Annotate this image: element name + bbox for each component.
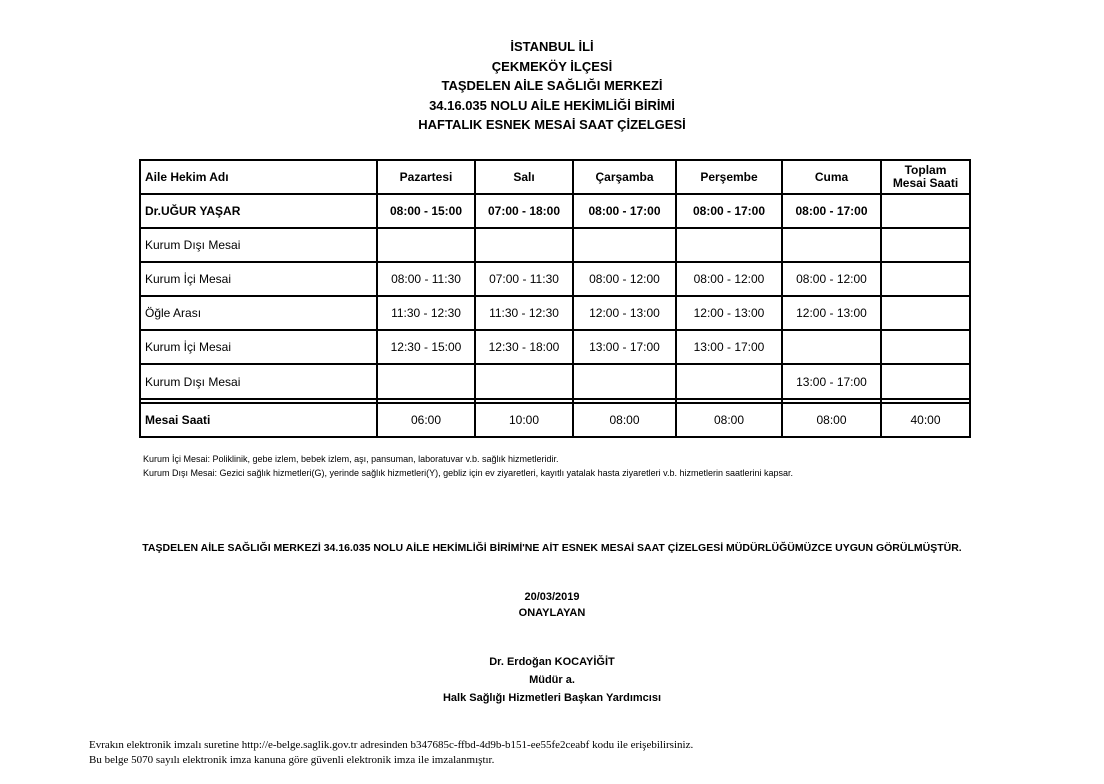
- table-cell: 13:00 - 17:00: [782, 364, 881, 398]
- table-cell: 07:00 - 11:30: [475, 262, 573, 296]
- table-cell: 12:00 - 13:00: [573, 296, 676, 330]
- table-row: [140, 364, 970, 398]
- summary-cell: 10:00: [475, 403, 573, 437]
- header-day: Salı: [475, 160, 573, 194]
- header-total-hours: Toplam Mesai Saati: [881, 160, 970, 194]
- header-day: Cuma: [782, 160, 881, 194]
- table-cell: 07:00 - 18:00: [475, 194, 573, 228]
- table-cell: 12:00 - 13:00: [676, 296, 782, 330]
- table-row: [140, 296, 970, 330]
- table-cell: 13:00 - 17:00: [676, 330, 782, 364]
- table-cell: 08:00 - 17:00: [676, 194, 782, 228]
- table-cell: [881, 262, 970, 296]
- document-header: [0, 37, 1104, 135]
- row-label: Kurum Dışı Mesai: [140, 364, 377, 398]
- approval-date: 20/03/2019: [524, 591, 580, 603]
- table-cell: [573, 228, 676, 262]
- row-label: Dr.UĞUR YAŞAR: [140, 194, 377, 228]
- header-doctor-name: Aile Hekim Adı: [140, 160, 377, 194]
- row-label: Kurum Dışı Mesai: [140, 228, 377, 262]
- summary-cell: 06:00: [377, 403, 475, 437]
- table-cell: [881, 330, 970, 364]
- row-label: Kurum İçi Mesai: [140, 330, 377, 364]
- table-cell: 08:00 - 15:00: [377, 194, 475, 228]
- table-row: [140, 194, 970, 228]
- table-cell: 12:30 - 18:00: [475, 330, 573, 364]
- summary-label: Mesai Saati: [140, 403, 377, 437]
- table-cell: [475, 228, 573, 262]
- header-day: Pazartesi: [377, 160, 475, 194]
- summary-cell: 08:00: [782, 403, 881, 437]
- row-label: Öğle Arası: [140, 296, 377, 330]
- table-cell: 11:30 - 12:30: [377, 296, 475, 330]
- row-label: Kurum İçi Mesai: [140, 262, 377, 296]
- approval-date-block: [0, 589, 1104, 621]
- table-row: [140, 330, 970, 364]
- summary-cell: 08:00: [573, 403, 676, 437]
- signatory-block: [0, 653, 1104, 707]
- table-cell: [573, 364, 676, 398]
- header-unit: 34.16.035 NOLU AİLE HEKİMLİĞİ BİRİMİ: [429, 97, 675, 113]
- table-header-row: [140, 160, 970, 194]
- table-cell: [881, 296, 970, 330]
- header-province: İSTANBUL İLİ: [510, 39, 594, 54]
- table-cell: 08:00 - 11:30: [377, 262, 475, 296]
- table-cell: [881, 194, 970, 228]
- table-cell: 08:00 - 12:00: [782, 262, 881, 296]
- footer-verification-text: Evrakın elektronik imzalı suretine http://e-belge.saglik.gov.tr adresinden b347685c-ffbd-4d9b-b151-ee55fe2ceabf kodu ile erişebilirsiniz.: [89, 739, 694, 751]
- summary-row: [140, 403, 970, 437]
- table-cell: [475, 364, 573, 398]
- header-district: ÇEKMEKÖY İLÇESİ: [491, 58, 613, 74]
- schedule-table: [139, 159, 971, 438]
- table-cell: [676, 364, 782, 398]
- table-cell: 12:30 - 15:00: [377, 330, 475, 364]
- table-cell: 13:00 - 17:00: [573, 330, 676, 364]
- footer-signature-law-text: Bu belge 5070 sayılı elektronik imza kanuna göre güvenli elektronik imza ile imzalanmıştır.: [89, 754, 495, 766]
- note-internal-hours: Kurum İçi Mesai: Poliklinik, gebe izlem, bebek izlem, aşı, pansuman, laboratuvar v.b. sağlık hizmetleridir.: [143, 454, 559, 464]
- table-cell: [377, 364, 475, 398]
- summary-cell-total: 40:00: [881, 403, 970, 437]
- signatory-name: Dr. Erdoğan KOCAYİĞİT: [489, 656, 615, 668]
- table-row: [140, 262, 970, 296]
- table-cell: [782, 330, 881, 364]
- table-cell: [881, 228, 970, 262]
- note-external-hours: Kurum Dışı Mesai: Gezici sağlık hizmetleri(G), yerinde sağlık hizmetleri(Y), gebliz için ev ziyaretleri, kayıtlı yatalak hasta ziyaretleri v.b. hizmetlerin saatlerini kapsar.: [143, 468, 794, 478]
- table-cell: 08:00 - 12:00: [573, 262, 676, 296]
- signatory-position: Halk Sağlığı Hizmetleri Başkan Yardımcısı: [442, 692, 662, 704]
- table-cell: [676, 228, 782, 262]
- signatory-title: Müdür a.: [529, 674, 575, 686]
- approval-statement: TAŞDELEN AİLE SAĞLIĞI MERKEZİ 34.16.035 NOLU AİLE HEKİMLİĞİ BİRİMİ'NE AİT ESNEK MESAİ SAAT ÇİZELGESİ MÜDÜRLÜĞÜMÜZCE UYGUN GÖRÜLMÜŞTÜR.: [142, 542, 962, 554]
- table-cell: 12:00 - 13:00: [782, 296, 881, 330]
- schedule-notes: [143, 452, 793, 480]
- table-cell: [881, 364, 970, 398]
- table-cell: 11:30 - 12:30: [475, 296, 573, 330]
- header-day: Perşembe: [676, 160, 782, 194]
- e-signature-footer: [89, 738, 693, 768]
- table-cell: 08:00 - 17:00: [782, 194, 881, 228]
- header-schedule-title: HAFTALIK ESNEK MESAİ SAAT ÇİZELGESİ: [418, 117, 686, 132]
- table-cell: [377, 228, 475, 262]
- table-cell: 08:00 - 17:00: [573, 194, 676, 228]
- header-health-center: TAŞDELEN AİLE SAĞLIĞI MERKEZİ: [441, 78, 663, 93]
- table-row: [140, 228, 970, 262]
- table-cell: 08:00 - 12:00: [676, 262, 782, 296]
- approved-by-label: ONAYLAYAN: [518, 607, 586, 619]
- summary-cell: 08:00: [676, 403, 782, 437]
- table-cell: [782, 228, 881, 262]
- header-day: Çarşamba: [573, 160, 676, 194]
